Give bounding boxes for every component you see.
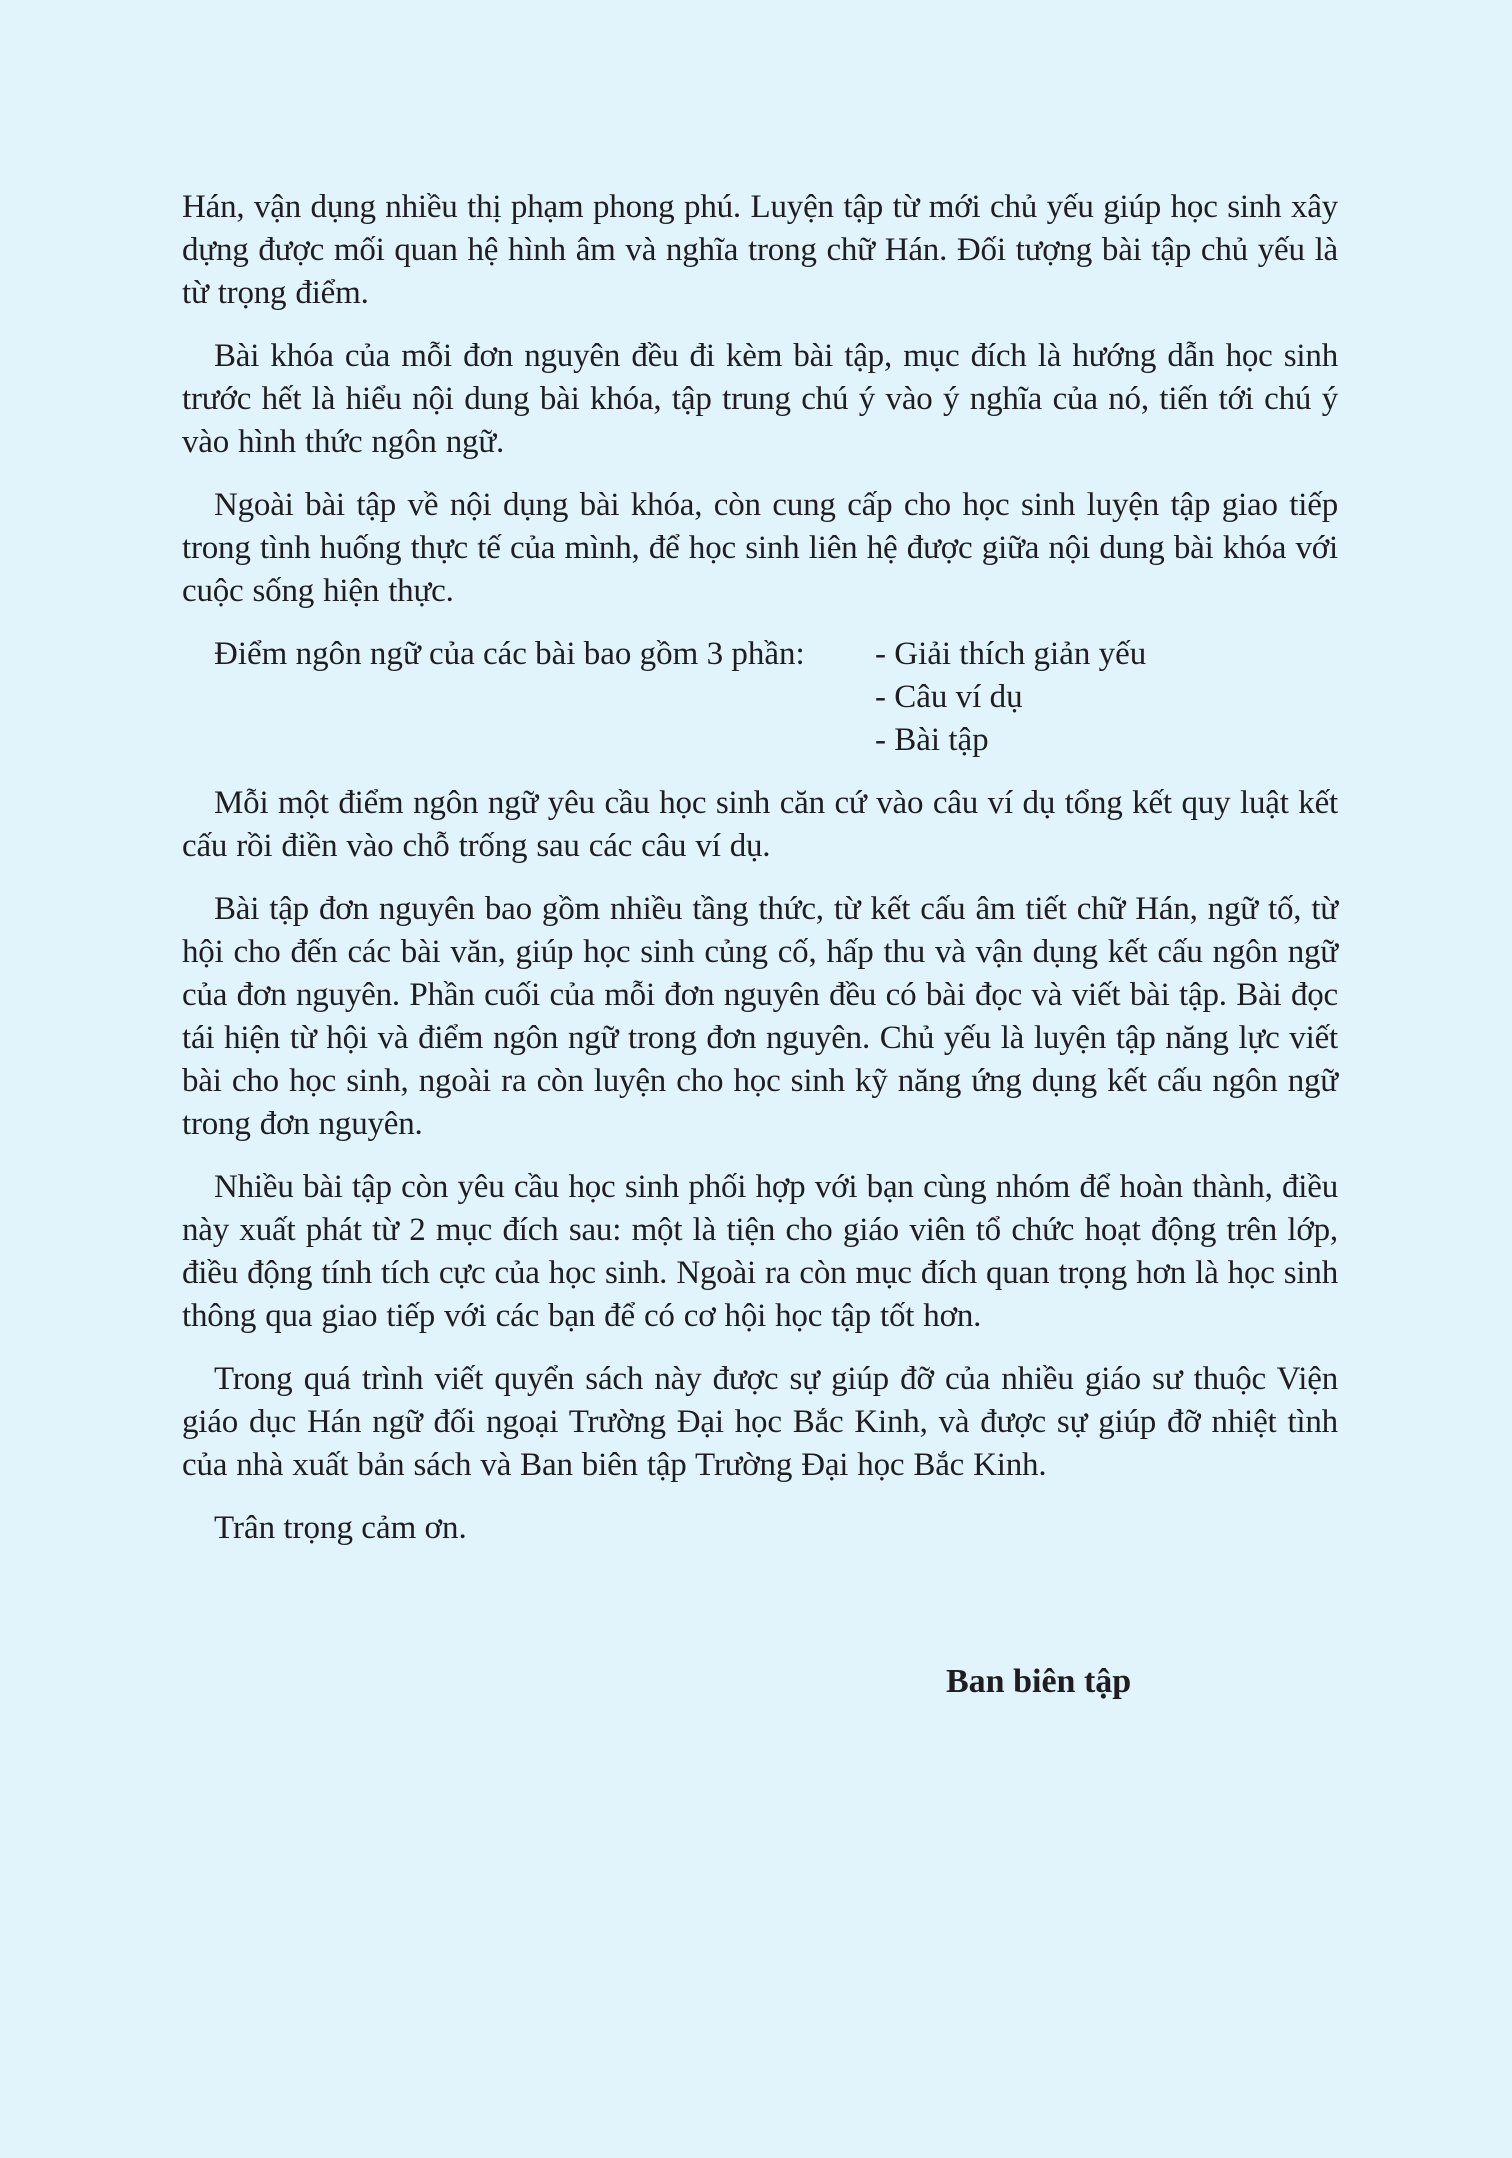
parts-label: Điểm ngôn ngữ của các bài bao gồm 3 phần: <box>214 636 805 672</box>
paragraph-3: Ngoài bài tập về nội dụng bài khóa, còn cung cấp cho học sinh luyện tập giao tiếp trong tình huống thực tế của mình, để học sinh liên hệ được giữa nội dung bài khóa với cuộc sống hiện thực. <box>182 487 1338 609</box>
parts-list-item: - Câu ví dụ <box>875 679 1023 715</box>
paragraph-5: Bài tập đơn nguyên bao gồm nhiều tầng thức, từ kết cấu âm tiết chữ Hán, ngữ tố, từ hội cho đến các bài văn, giúp học sinh củng cố, hấp thu và vận dụng kết cấu ngôn ngữ của đơn nguyên. Phần cuối của mỗi đơn nguyên đều có bài đọc và viết bài tập. Bài đọc tái hiện từ hội và điểm ngôn ngữ trong đơn nguyên. Chủ yếu là luyện tập năng lực viết bài cho học sinh, ngoài ra còn luyện cho học sinh kỹ năng ứng dụng kết cấu ngôn ngữ trong đơn nguyên. <box>182 891 1338 1142</box>
document-body <box>182 186 1338 1550</box>
parts-list-item: - Bài tập <box>875 722 989 758</box>
parts-list-item: - Giải thích giản yếu <box>875 636 1147 672</box>
paragraph-6: Nhiều bài tập còn yêu cầu học sinh phối hợp với bạn cùng nhóm để hoàn thành, điều này xuất phát từ 2 mục đích sau: một là tiện cho giáo viên tổ chức hoạt động trên lớp, điều động tính tích cực của học sinh. Ngoài ra còn mục đích quan trọng hơn là học sinh thông qua giao tiếp với các bạn để có cơ hội học tập tốt hơn. <box>182 1169 1338 1334</box>
language-points-parts <box>182 633 1338 762</box>
paragraph-4: Mỗi một điểm ngôn ngữ yêu cầu học sinh căn cứ vào câu ví dụ tổng kết quy luật kết cấu rồi điền vào chỗ trống sau các câu ví dụ. <box>182 785 1338 864</box>
paragraph-1: Hán, vận dụng nhiều thị phạm phong phú. Luyện tập từ mới chủ yếu giúp học sinh xây dựng được mối quan hệ hình âm và nghĩa trong chữ Hán. Đối tượng bài tập chủ yếu là từ trọng điểm. <box>182 189 1338 311</box>
paragraph-2: Bài khóa của mỗi đơn nguyên đều đi kèm bài tập, mục đích là hướng dẫn học sinh trước hết là hiểu nội dung bài khóa, tập trung chú ý vào ý nghĩa của nó, tiến tới chú ý vào hình thức ngôn ngữ. <box>182 338 1338 460</box>
parts-list <box>875 633 1146 762</box>
signature: Ban biên tập <box>946 1663 1132 1700</box>
closing-line: Trân trọng cảm ơn. <box>214 1510 467 1546</box>
paragraph-7: Trong quá trình viết quyển sách này được sự giúp đỡ của nhiều giáo sư thuộc Viện giáo dục Hán ngữ đối ngoại Trường Đại học Bắc Kinh, và được sự giúp đỡ nhiệt tình của nhà xuất bản sách và Ban biên tập Trường Đại học Bắc Kinh. <box>182 1361 1338 1483</box>
